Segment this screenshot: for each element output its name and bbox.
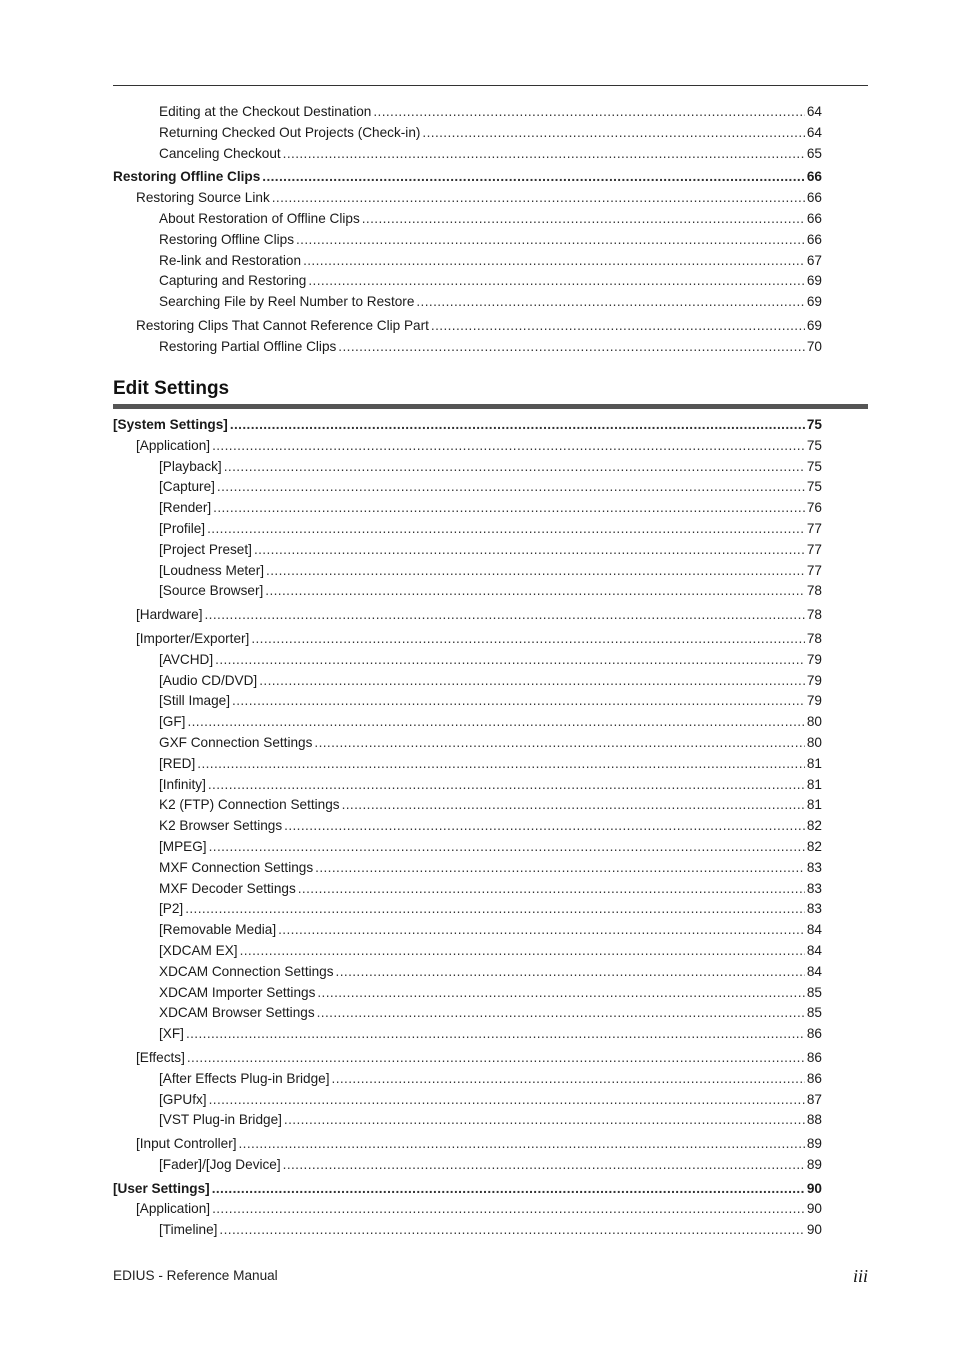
toc-entry[interactable] — [113, 167, 822, 188]
toc-entry-title: Restoring Partial Offline Clips — [159, 338, 337, 354]
toc-entry-title: K2 Browser Settings — [159, 818, 283, 834]
toc-block-1 — [113, 102, 822, 358]
toc-entry-title: Capturing and Restoring — [159, 273, 307, 289]
toc-entry[interactable] — [113, 519, 822, 540]
toc-entry-page: 88 — [806, 1112, 822, 1128]
toc-leader-dots — [317, 983, 805, 1004]
toc-entry-page: 64 — [806, 124, 822, 140]
toc-entry[interactable] — [113, 1048, 822, 1069]
toc-entry[interactable] — [113, 457, 822, 478]
toc-entry-page: 78 — [806, 607, 822, 623]
toc-entry-title: XDCAM Importer Settings — [159, 984, 316, 1000]
toc-entry[interactable] — [113, 251, 822, 272]
toc-entry[interactable] — [113, 337, 822, 358]
toc-entry-page: 87 — [806, 1091, 822, 1107]
toc-entry-page: 69 — [806, 317, 822, 333]
toc-entry-page: 85 — [806, 984, 822, 1000]
toc-entry[interactable] — [113, 650, 822, 671]
footer-manual-title: EDIUS - Reference Manual — [113, 1268, 278, 1283]
toc-entry-title: MXF Connection Settings — [159, 859, 314, 875]
toc-entry-page: 83 — [806, 880, 822, 896]
toc-leader-dots — [207, 519, 805, 540]
toc-leader-dots — [204, 605, 804, 626]
toc-entry-title: [Capture] — [159, 479, 215, 495]
toc-leader-dots — [240, 941, 805, 962]
toc-entry-page: 81 — [806, 797, 822, 813]
toc-entry[interactable] — [113, 498, 822, 519]
toc-entry-title: Restoring Source Link — [136, 190, 270, 206]
toc-leader-dots — [239, 1134, 805, 1155]
toc-leader-dots — [283, 144, 805, 165]
toc-entry[interactable] — [113, 209, 822, 230]
toc-leader-dots — [266, 561, 805, 582]
toc-entry[interactable] — [113, 581, 822, 602]
toc-entry-title: [User Settings] — [113, 1180, 210, 1196]
toc-entry[interactable] — [113, 1220, 822, 1241]
toc-entry-title: XDCAM Connection Settings — [159, 963, 334, 979]
toc-leader-dots — [197, 754, 805, 775]
toc-entry-page: 83 — [806, 901, 822, 917]
toc-entry-title: [Source Browser] — [159, 583, 264, 599]
toc-entry[interactable] — [113, 188, 822, 209]
toc-entry-title: [Still Image] — [159, 693, 231, 709]
toc-entry-page: 86 — [806, 1049, 822, 1065]
toc-entry-page: 66 — [806, 210, 822, 226]
toc-entry[interactable] — [113, 941, 822, 962]
toc-entry[interactable] — [113, 436, 822, 457]
toc-entry-page: 66 — [806, 231, 822, 247]
toc-leader-dots — [315, 858, 805, 879]
toc-entry[interactable] — [113, 879, 822, 900]
toc-entry-title: [VST Plug-in Bridge] — [159, 1112, 282, 1128]
toc-leader-dots — [208, 775, 805, 796]
toc-leader-dots — [431, 316, 805, 337]
toc-entry-page: 81 — [806, 755, 822, 771]
toc-entry-page: 77 — [806, 541, 822, 557]
toc-entry[interactable] — [113, 540, 822, 561]
toc-entry[interactable] — [113, 671, 822, 692]
toc-entry-title: [Application] — [136, 437, 211, 453]
toc-entry[interactable] — [113, 605, 822, 626]
toc-leader-dots — [259, 671, 805, 692]
toc-entry-page: 76 — [806, 500, 822, 516]
toc-entry-page: 89 — [806, 1156, 822, 1172]
toc-leader-dots — [278, 920, 805, 941]
toc-entry-page: 90 — [806, 1180, 822, 1196]
toc-entry-title: [Playback] — [159, 458, 222, 474]
toc-leader-dots — [284, 816, 805, 837]
toc-leader-dots — [332, 1069, 805, 1090]
toc-leader-dots — [296, 230, 805, 251]
toc-leader-dots — [298, 879, 805, 900]
toc-entry[interactable] — [113, 962, 822, 983]
toc-leader-dots — [303, 251, 805, 272]
toc-leader-dots — [230, 415, 805, 436]
toc-entry-page: 66 — [806, 190, 822, 206]
toc-entry-page: 81 — [806, 776, 822, 792]
toc-entry-page: 64 — [806, 104, 822, 119]
toc-entry[interactable] — [113, 754, 822, 775]
toc-entry[interactable] — [113, 1179, 822, 1200]
toc-entry-title: Restoring Clips That Cannot Reference Clip Part — [136, 317, 429, 333]
toc-entry[interactable] — [113, 858, 822, 879]
toc-leader-dots — [284, 1110, 805, 1131]
toc-entry[interactable] — [113, 561, 822, 582]
toc-entry[interactable] — [113, 415, 822, 436]
toc-entry[interactable] — [113, 629, 822, 650]
toc-entry[interactable] — [113, 1134, 822, 1155]
toc-entry-page: 75 — [806, 437, 822, 453]
toc-leader-dots — [362, 209, 805, 230]
toc-entry[interactable] — [113, 691, 822, 712]
toc-leader-dots — [314, 733, 804, 754]
toc-entry-title: [AVCHD] — [159, 651, 214, 667]
toc-leader-dots — [254, 540, 805, 561]
toc-leader-dots — [217, 477, 805, 498]
toc-entry[interactable] — [113, 1199, 822, 1220]
toc-entry[interactable] — [113, 102, 822, 123]
toc-entry-page: 79 — [806, 672, 822, 688]
toc-leader-dots — [232, 691, 805, 712]
toc-entry-title: [System Settings] — [113, 417, 228, 432]
toc-leader-dots — [187, 712, 804, 733]
toc-entry-title: Searching File by Reel Number to Restore — [159, 294, 415, 310]
toc-entry-title: [P2] — [159, 901, 184, 917]
toc-entry-title: Returning Checked Out Projects (Check-in) — [159, 124, 421, 140]
toc-entry[interactable] — [113, 837, 822, 858]
toc-entry-title: [Hardware] — [136, 607, 203, 623]
toc-entry-page: 84 — [806, 963, 822, 979]
toc-entry-title: Canceling Checkout — [159, 145, 281, 161]
toc-entry-title: [XDCAM EX] — [159, 942, 238, 958]
toc-entry-title: [XF] — [159, 1026, 184, 1042]
toc-leader-dots — [224, 457, 805, 478]
toc-entry[interactable] — [113, 1003, 822, 1024]
toc-leader-dots — [187, 1048, 805, 1069]
toc-leader-dots — [212, 1179, 805, 1200]
toc-entry-page: 65 — [806, 145, 822, 161]
toc-entry[interactable] — [113, 1024, 822, 1045]
toc-entry-page: 79 — [806, 651, 822, 667]
toc-leader-dots — [336, 962, 805, 983]
toc-entry[interactable] — [113, 1090, 822, 1111]
toc-entry-page: 86 — [806, 1026, 822, 1042]
toc-entry-page: 78 — [806, 630, 822, 646]
toc-leader-dots — [317, 1003, 805, 1024]
toc-leader-dots — [342, 795, 805, 816]
toc-entry-title: About Restoration of Offline Clips — [159, 210, 360, 226]
toc-entry[interactable] — [113, 123, 822, 144]
toc-entry-page: 82 — [806, 818, 822, 834]
toc-block-2 — [113, 415, 822, 1241]
toc-leader-dots — [186, 1024, 805, 1045]
toc-entry[interactable] — [113, 1069, 822, 1090]
toc-entry[interactable] — [113, 1110, 822, 1131]
toc-entry-title: [Loudness Meter] — [159, 562, 265, 578]
toc-entry[interactable] — [113, 899, 822, 920]
toc-entry-page: 75 — [806, 458, 822, 474]
toc-entry-title: GXF Connection Settings — [159, 734, 313, 750]
toc-entry[interactable] — [113, 477, 822, 498]
toc-entry-title: [Input Controller] — [136, 1136, 237, 1152]
toc-entry-title: K2 (FTP) Connection Settings — [159, 797, 340, 813]
toc-leader-dots — [215, 650, 805, 671]
toc-leader-dots — [265, 581, 805, 602]
toc-entry[interactable] — [113, 292, 822, 313]
toc-leader-dots — [262, 167, 805, 188]
toc-entry-page: 77 — [806, 520, 822, 536]
toc-entry-title: Editing at the Checkout Destination — [159, 104, 372, 119]
toc-entry[interactable] — [113, 816, 822, 837]
toc-leader-dots — [422, 123, 804, 144]
toc-entry[interactable] — [113, 775, 822, 796]
toc-entry-page: 67 — [806, 252, 822, 268]
toc-leader-dots — [251, 629, 805, 650]
toc-entry[interactable] — [113, 712, 822, 733]
toc-entry-page: 79 — [806, 693, 822, 709]
toc-entry-title: [Render] — [159, 500, 212, 516]
toc-leader-dots — [209, 837, 805, 858]
toc-entry-title: [After Effects Plug-in Bridge] — [159, 1070, 330, 1086]
toc-entry[interactable] — [113, 983, 822, 1004]
toc-entry-page: 90 — [806, 1201, 822, 1217]
toc-entry-page: 82 — [806, 838, 822, 854]
toc-entry-page: 77 — [806, 562, 822, 578]
toc-entry-page: 84 — [806, 922, 822, 938]
toc-entry-page: 80 — [806, 714, 822, 730]
toc-entry-page: 75 — [806, 417, 822, 432]
toc-entry-page: 66 — [806, 169, 822, 185]
toc-entry-page: 85 — [806, 1005, 822, 1021]
toc-entry-title: [Infinity] — [159, 776, 206, 792]
toc-entry-page: 90 — [806, 1222, 822, 1238]
toc-entry-page: 86 — [806, 1070, 822, 1086]
toc-leader-dots — [416, 292, 805, 313]
toc-leader-dots — [213, 498, 805, 519]
toc-entry[interactable] — [113, 920, 822, 941]
toc-entry[interactable] — [113, 271, 822, 292]
toc-leader-dots — [209, 1090, 805, 1111]
toc-entry[interactable] — [113, 316, 822, 337]
toc-entry-title: Restoring Offline Clips — [113, 169, 261, 185]
toc-entry-title: [MPEG] — [159, 838, 207, 854]
toc-leader-dots — [272, 188, 805, 209]
toc-entry-title: [Profile] — [159, 520, 206, 536]
toc-entry-page: 70 — [806, 338, 822, 354]
section-rule — [113, 404, 868, 409]
toc-leader-dots — [219, 1220, 804, 1241]
toc-leader-dots — [338, 337, 805, 358]
toc-entry[interactable] — [113, 230, 822, 251]
toc-entry-title: MXF Decoder Settings — [159, 880, 296, 896]
toc-entry-page: 75 — [806, 479, 822, 495]
toc-entry[interactable] — [113, 1155, 822, 1176]
toc-entry-title: [Importer/Exporter] — [136, 630, 250, 646]
toc-entry-title: [GPUfx] — [159, 1091, 207, 1107]
toc-entry-title: [Application] — [136, 1201, 211, 1217]
toc-entry-page: 78 — [806, 583, 822, 599]
toc-entry-page: 69 — [806, 273, 822, 289]
toc-entry-title: Re-link and Restoration — [159, 252, 302, 268]
toc-leader-dots — [212, 1199, 805, 1220]
footer-page-number: iii — [852, 1266, 868, 1286]
toc-entry-page: 84 — [806, 942, 822, 958]
toc-entry-page: 69 — [806, 294, 822, 310]
toc-entry[interactable] — [113, 733, 822, 754]
toc-entry-title: [GF] — [159, 714, 186, 730]
toc-entry-title: [Audio CD/DVD] — [159, 672, 258, 688]
toc-entry-title: [Effects] — [136, 1049, 185, 1065]
toc-leader-dots — [283, 1155, 805, 1176]
toc-entry-title: [Project Preset] — [159, 541, 252, 557]
toc-entry-page: 89 — [806, 1136, 822, 1152]
toc-leader-dots — [308, 271, 805, 292]
toc-entry-title: [Timeline] — [159, 1222, 218, 1238]
toc-entry-title: [RED] — [159, 755, 196, 771]
toc-entry-title: Restoring Offline Clips — [159, 231, 294, 247]
toc-leader-dots — [212, 436, 805, 457]
toc-leader-dots — [185, 899, 805, 920]
toc-entry-title: XDCAM Browser Settings — [159, 1005, 315, 1021]
toc-leader-dots — [373, 102, 805, 123]
toc-entry-title: [Removable Media] — [159, 922, 277, 938]
toc-entry[interactable] — [113, 795, 822, 816]
toc-entry-title: [Fader]/[Jog Device] — [159, 1156, 281, 1172]
top-rule — [113, 85, 868, 86]
toc-entry-page: 80 — [806, 734, 822, 750]
toc-entry-page: 83 — [806, 859, 822, 875]
section-title: Edit Settings — [113, 378, 230, 399]
toc-entry[interactable] — [113, 144, 822, 165]
